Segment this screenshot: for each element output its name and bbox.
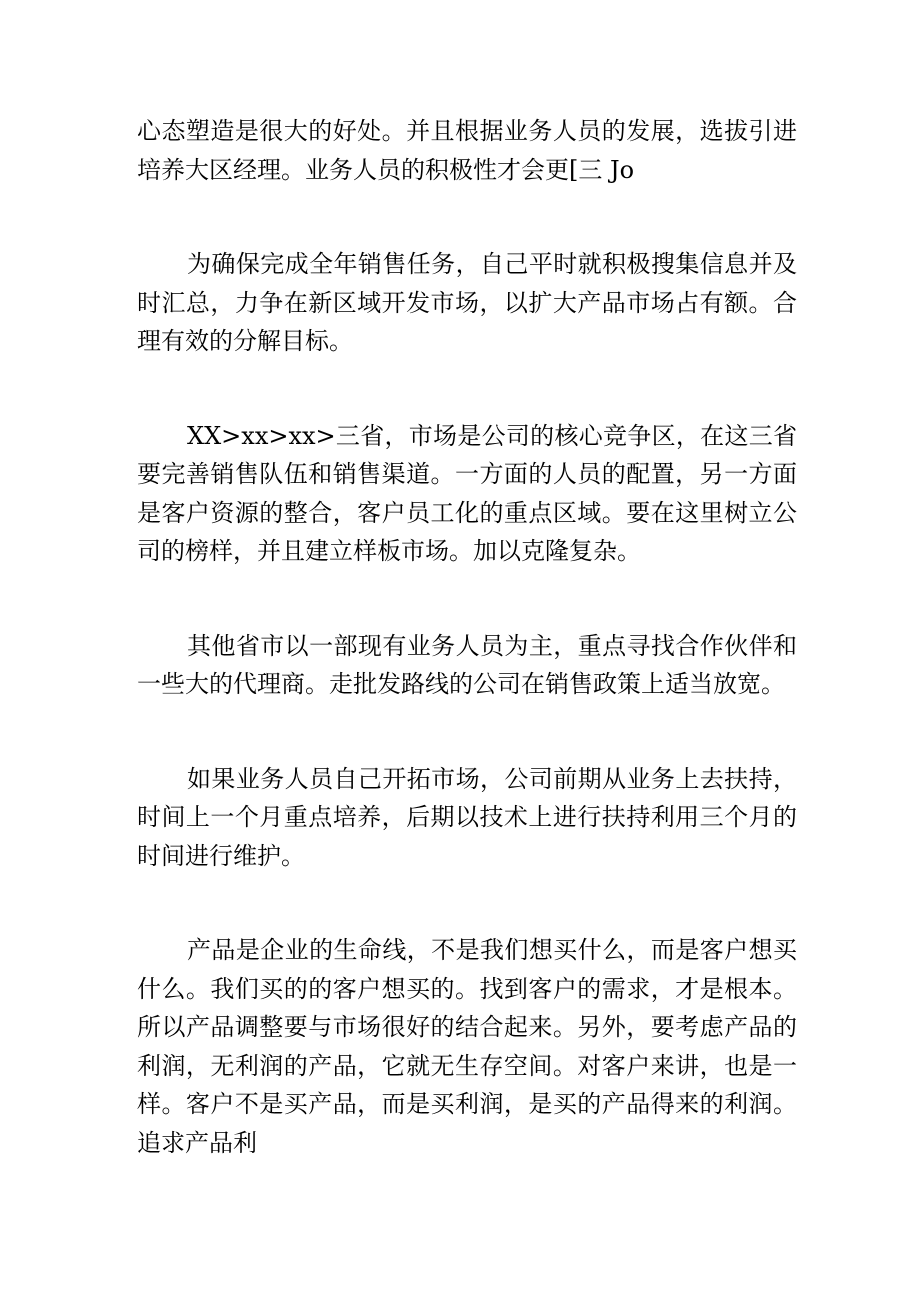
paragraph: 为确保完成全年销售任务，自己平时就积极搜集信息并及时汇总，力争在新区域开发市场，以扩大产品市场占有额。合理有效的分解目标。 bbox=[137, 250, 797, 355]
document-page bbox=[137, 112, 797, 1218]
paragraph: XX>xx>xx>三省，市场是公司的核心竞争区，在这三省要完善销售队伍和销售渠道。一方面的人员的配置，另一方面是客户资源的整合，客户员工化的重点区域。要在这里树立公司的榜样，并且建立样板市场。加以克隆复杂。 bbox=[137, 421, 797, 565]
paragraph: 心态塑造是很大的好处。并且根据业务人员的发展，选拔引进培养大区经理。业务人员的积极性才会更[三 Jo bbox=[137, 117, 797, 184]
paragraph: 其他省市以一部现有业务人员为主，重点寻找合作伙伴和一些大的代理商。走批发路线的公司在销售政策上适当放宽。 bbox=[137, 631, 797, 698]
paragraph: 如果业务人员自己开拓市场，公司前期从业务上去扶持，时间上一个月重点培养，后期以技术上进行扶持利用三个月的时间进行维护。 bbox=[137, 764, 797, 870]
paragraph: 产品是企业的生命线，不是我们想买什么，而是客户想买什么。我们买的的客户想买的。找到客户的需求，才是根本。所以产品调整要与市场很好的结合起来。另外，要考虑产品的利润，无利润的产品，它就无生存空间。对客户来讲，也是一样。客户不是买产品，而是买利润，是买的产品得来的利润。追求产品利 bbox=[137, 936, 797, 1157]
